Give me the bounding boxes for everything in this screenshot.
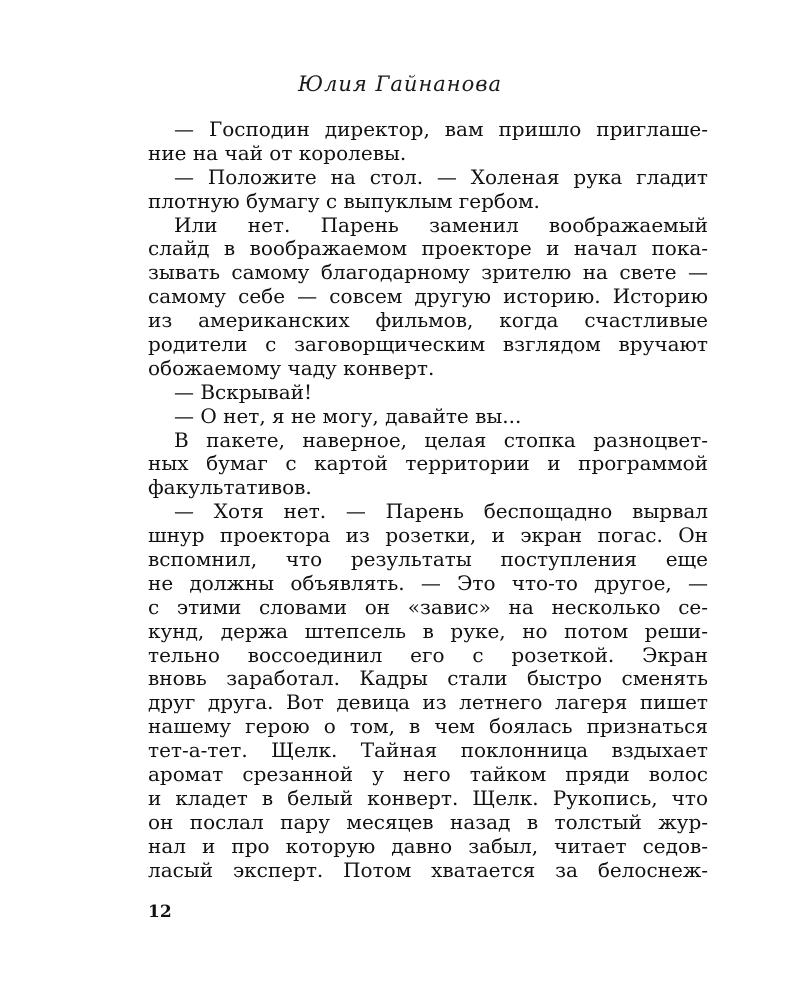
text-line: ласый эксперт. Потом хватается за белоснеж- [148, 858, 708, 882]
text-line: тельно воссоединил его с розеткой. Экран [148, 643, 708, 667]
running-head: Юлия Гайнанова [297, 72, 503, 96]
text-line: родители с заговорщическим взглядом вручают [148, 333, 708, 357]
text-line: из американских фильмов, когда счастливые [148, 309, 708, 333]
text-line: вновь заработал. Кадры стали быстро сменять [148, 667, 708, 691]
text-line: друг друга. Вот девица из летнего лагеря пишет [148, 691, 708, 715]
text-line: — Хотя нет. — Парень беспощадно вырвал [174, 500, 708, 524]
text-line: нашему герою о том, в чем боялась признаться [148, 715, 708, 739]
text-line: плотную бумагу с выпуклым гербом. [148, 189, 540, 213]
page-number: 12 [148, 902, 172, 922]
text-line: зывать самому благодарному зрителю на свете — [148, 261, 708, 285]
text-line: — Положите на стол. — Холеная рука гладит [174, 165, 708, 189]
text-line: шнур проектора из розетки, и экран погас. Он [148, 524, 708, 548]
text-line: слайд в воображаемом проекторе и начал пока- [148, 237, 708, 261]
text-line: вспомнил, что результаты поступления еще [148, 548, 708, 572]
text-line: самому себе — совсем другую историю. Историю [148, 285, 708, 309]
text-line: и кладет в белый конверт. Щелк. Рукопись, что [148, 786, 708, 810]
text-line: не должны объявлять. — Это что-то другое, — [148, 571, 708, 595]
text-line: В пакете, наверное, целая стопка разноцвет- [174, 428, 708, 452]
text-line: — Господин директор, вам пришло приглаше- [174, 118, 708, 141]
text-line: он послал пару месяцев назад в толстый жур- [148, 810, 708, 834]
body-text [148, 118, 708, 883]
text-line: Или нет. Парень заменил воображаемый [174, 213, 708, 237]
text-line: — Вскрывай! [174, 380, 313, 404]
text-line: нал и про которую давно забыл, читает седов- [148, 834, 708, 858]
text-line: с этими словами он «завис» на несколько се- [148, 595, 708, 619]
text-line: ных бумаг с картой территории и программой [148, 452, 708, 476]
text-line: тет-а-тет. Щелк. Тайная поклонница вздыхает [148, 739, 708, 763]
text-line: аромат срезанной у него тайком пряди волос [148, 763, 708, 787]
text-line: — О нет, я не могу, давайте вы... [174, 404, 522, 428]
text-line: ние на чай от королевы. [148, 141, 407, 165]
text-line: факультативов. [148, 476, 312, 500]
text-line: обожаемому чаду конверт. [148, 356, 435, 380]
text-line: кунд, держа штепсель в руке, но потом реши- [148, 619, 708, 643]
